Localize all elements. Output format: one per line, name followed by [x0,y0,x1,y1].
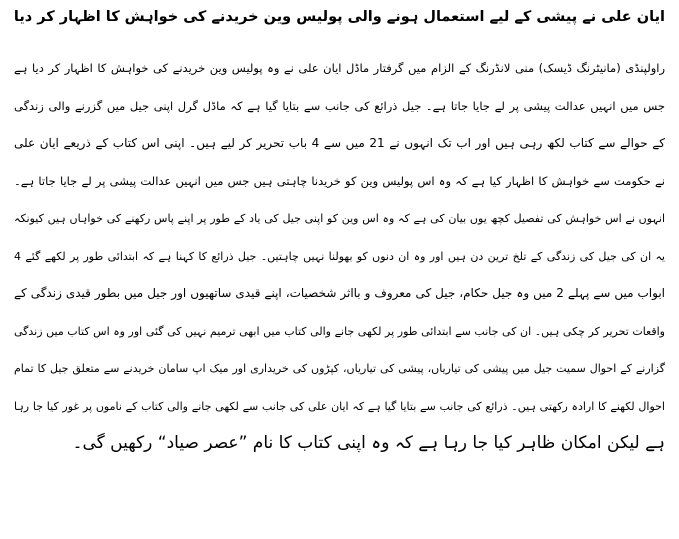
body-line: احوال لکھنے کا ارادہ رکھتی ہیں۔ ذرائع کی جانب سے بتایا گیا ہے کہ ایان علی کی جانب سے لکھی جانے والی کتاب کے ناموں پر غور کیا جا رہا [14,399,665,413]
article-body [14,50,665,463]
body-line: انہوں نے اس خواہش کی تفصیل کچھ یوں بیان کی ہے کہ وہ اس وین کو اپنی جیل کی یاد کے طور پر اپنے پاس رکھنے کی خواہاں ہیں کیونکہ [14,212,665,225]
body-line: راولپنڈی (مانیٹرنگ ڈیسک) منی لانڈرنگ کے الزام میں گرفتار ماڈل ایان علی نے وہ پولیس وین خریدنے کی خواہش کا اظہار کر دیا ہے [14,61,665,75]
body-line: کے حوالے سے کتاب لکھ رہی ہیں اور اب تک انہوں نے 21 میں سے 4 باب تحریر کر لیے ہیں۔ اپنی اس کتاب کے ذریعے ایان علی [14,136,665,150]
body-line: نے حکومت سے خواہش کا اظہار کیا ہے کہ وہ اس پولیس وین کو خریدنا چاہتی ہیں جس میں انہیں عدالت پیشی پر لے جایا جاتا ہے۔ [14,173,665,188]
article-headline: ایان علی نے پیشی کے لیے استعمال ہونے والی پولیس وین خریدنے کی خواہش کا اظہار کر دیا [13,9,665,25]
body-line: یہ ان کی جیل کی زندگی کے تلخ ترین دن ہیں اور وہ ان دنوں کو بھولنا نہیں چاہتیں۔ جیل ذرائع کا کہنا ہے کہ ابتدائی طور پر لکھے گئے 4 [14,249,665,263]
body-line: گزارنے کے احوال سمیت جیل میں پیشی کی تیاریاں، پیشی کی تیاریاں، کپڑوں کی خریداری اور میک اپ سامان خریدنے سے متعلق جیل کا تمام [14,362,665,375]
body-line: ابواب میں سے پہلے 2 میں وہ جیل حکام، جیل کی معروف و بااثر شخصیات، اپنے قیدی ساتھیوں اور جیل میں بطور قیدی زندگی کے [14,286,665,300]
body-line: واقعات تحریر کر چکی ہیں۔ ان کی جانب سے ابتدائی طور پر لکھی جانے والی کتاب میں ابھی ترمیم نہیں کی گئی اور وہ اس کتاب میں زندگی [14,324,665,338]
body-line: جس میں انہیں عدالت پیشی پر لے جایا جاتا ہے۔ جیل ذرائع کی جانب سے بتایا گیا ہے کہ ماڈل گرل اپنی جیل میں گزرنے والی زندگی [14,98,665,113]
body-line-last: ہے لیکن امکان ظاہر کیا جا رہا ہے کہ وہ اپنی کتاب کا نام ”عصر صیاد“ رکھیں گی۔ [72,433,665,453]
